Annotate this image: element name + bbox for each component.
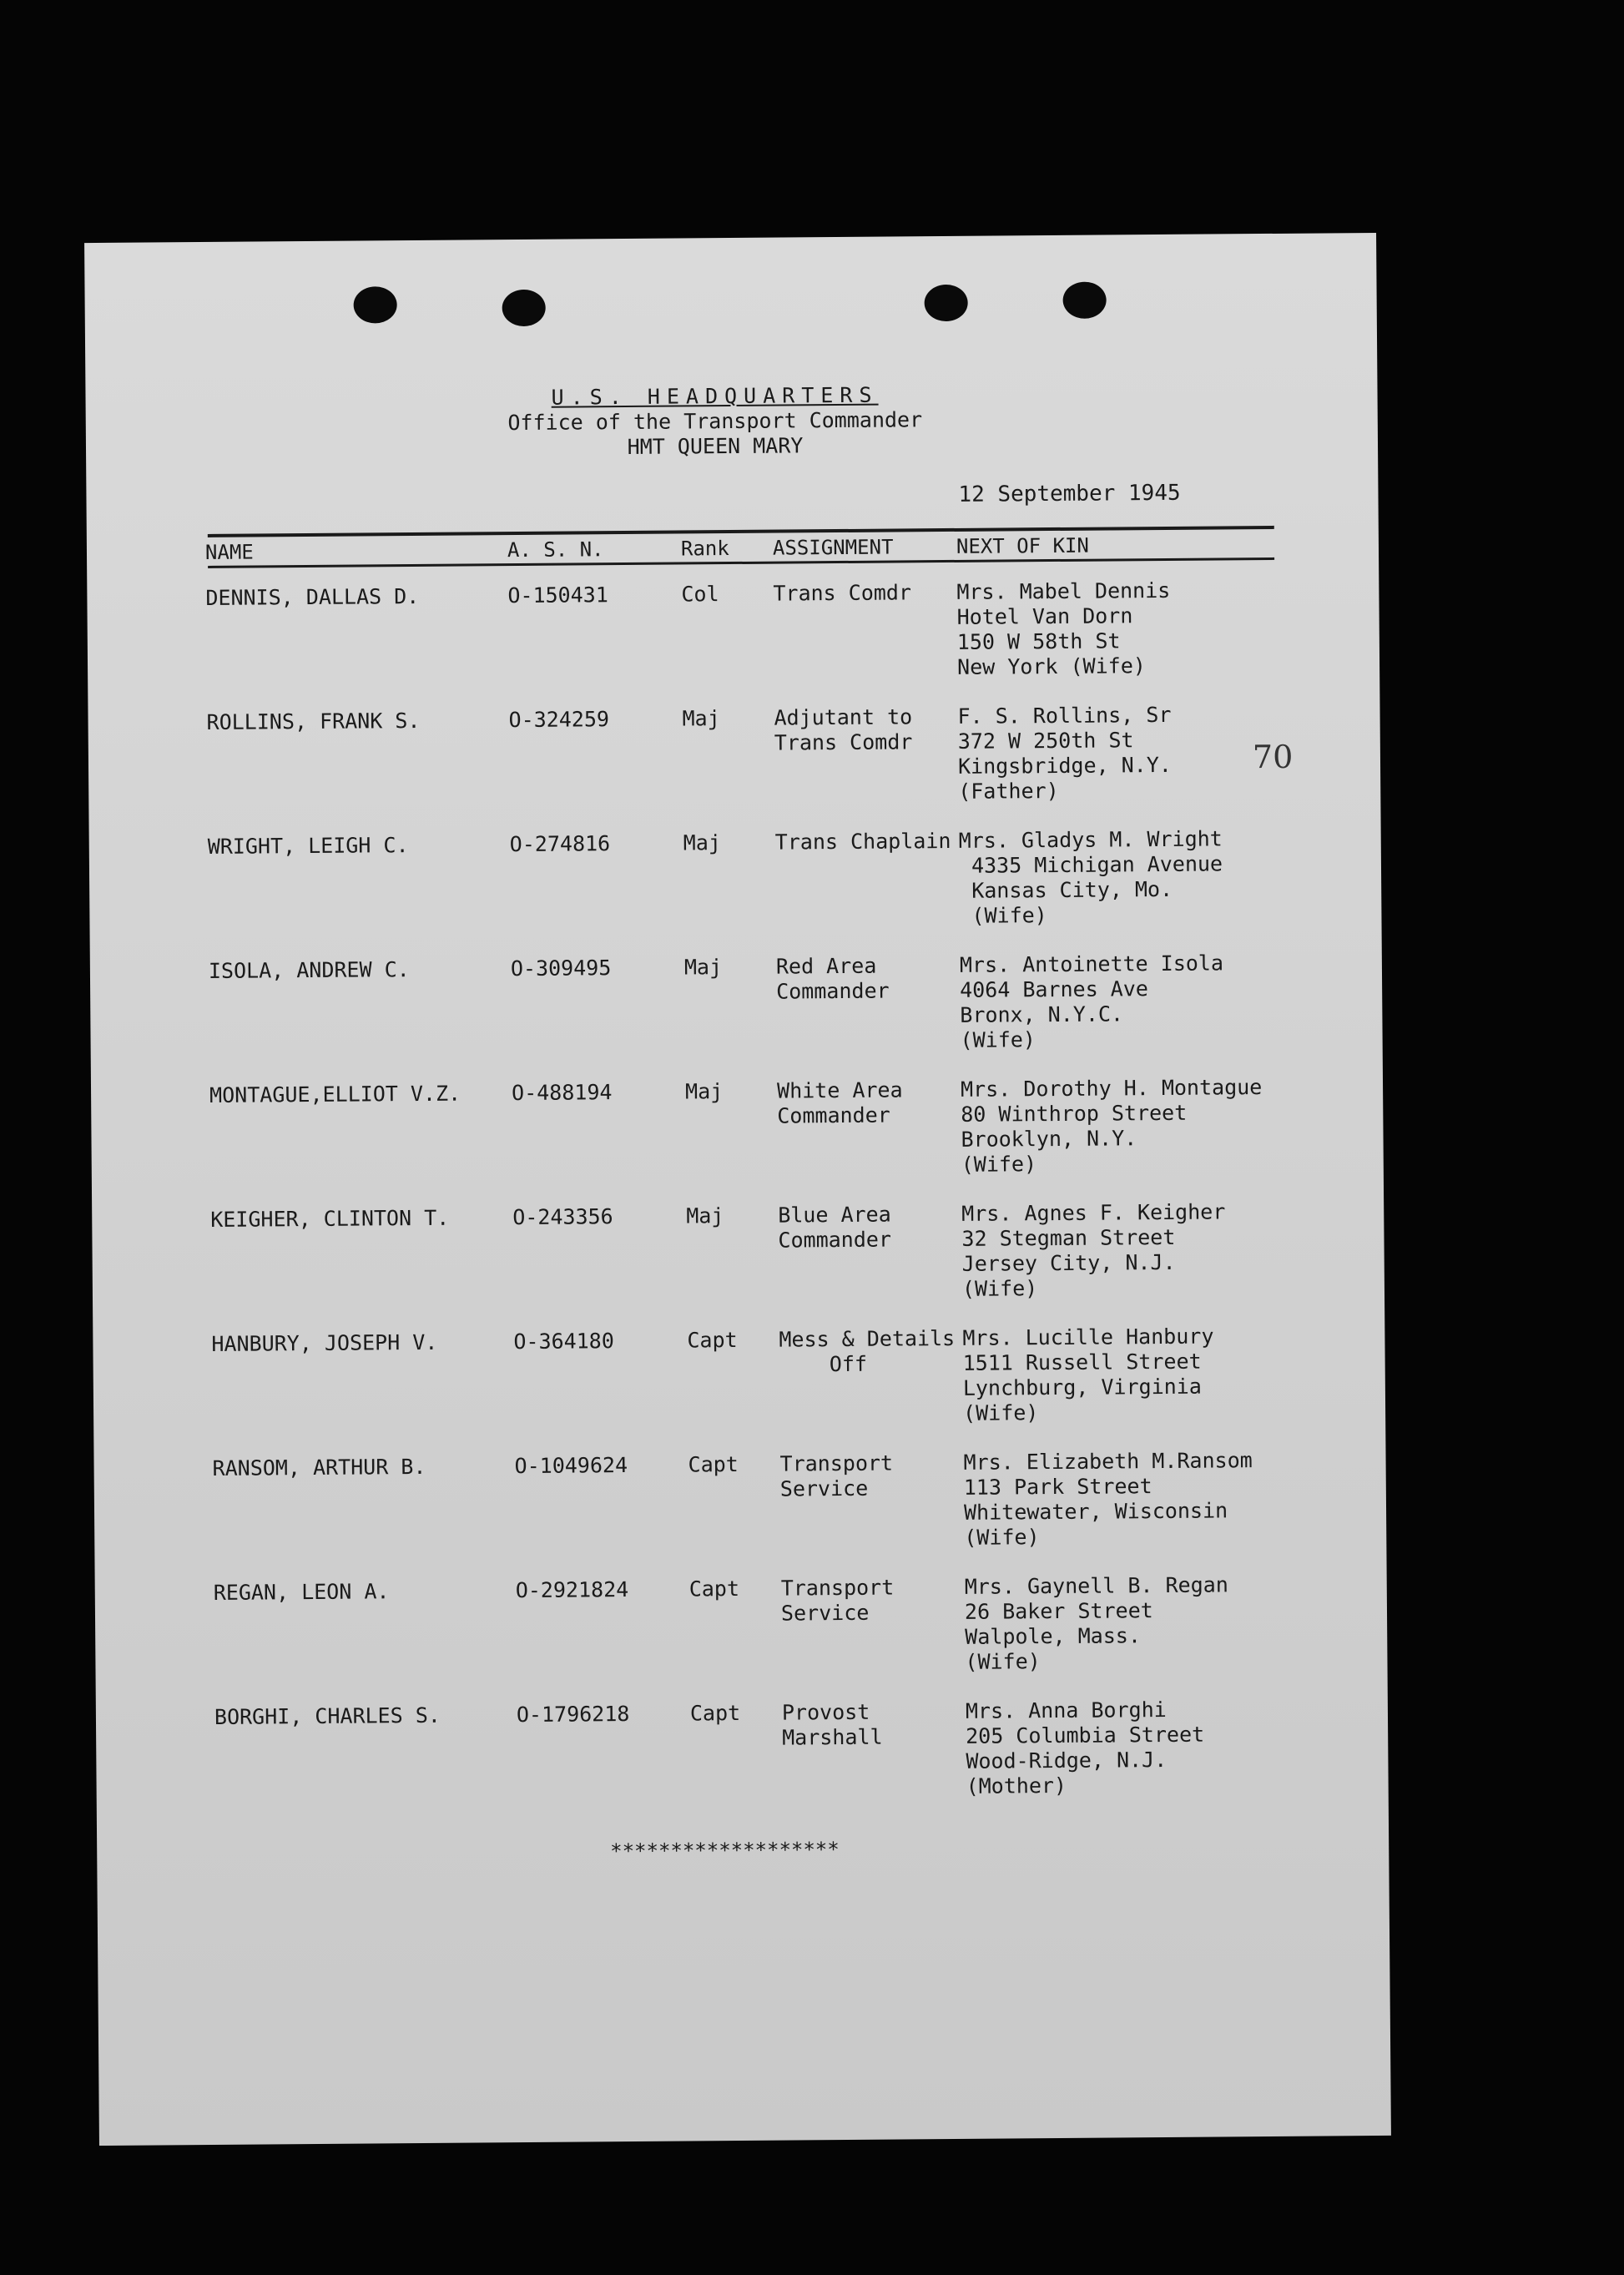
cell-asn: O-2921824 bbox=[515, 1577, 629, 1603]
cell-asn: O-243356 bbox=[512, 1204, 613, 1230]
cell-next-of-kin: Mrs. Gladys M. Wright 4335 Michigan Avenue Kansas City, Mo. (Wife) bbox=[958, 826, 1223, 928]
cell-rank: Maj bbox=[684, 1079, 724, 1104]
cell-asn: O-150431 bbox=[507, 583, 608, 608]
cell-asn: O-309495 bbox=[510, 956, 612, 981]
table-row bbox=[90, 950, 1382, 1052]
letterhead-ship: HMT QUEEN MARY bbox=[627, 433, 804, 460]
cell-name: WRIGHT, LEIGH C. bbox=[207, 833, 409, 859]
cell-rank: Maj bbox=[686, 1203, 724, 1228]
table-row bbox=[92, 1198, 1384, 1301]
cell-name: REGAN, LEON A. bbox=[213, 1579, 390, 1605]
cell-assignment: Trans Comdr bbox=[773, 580, 912, 606]
cell-assignment: Transport Service bbox=[780, 1575, 895, 1626]
table-row bbox=[91, 1074, 1383, 1177]
end-of-list-marker: ******************* bbox=[610, 1838, 840, 1864]
letterhead-subtitle: Office of the Transport Commander bbox=[507, 407, 923, 436]
cell-asn: O-488194 bbox=[511, 1080, 613, 1106]
letterhead bbox=[85, 379, 1378, 464]
cell-next-of-kin: F. S. Rollins, Sr 372 W 250th St Kingsbridge, N.Y. (Father) bbox=[957, 702, 1173, 804]
table-row bbox=[87, 577, 1379, 679]
cell-rank: Maj bbox=[682, 706, 720, 731]
column-header-name: NAME bbox=[204, 540, 254, 564]
header-rule-top bbox=[208, 526, 1274, 537]
punch-hole bbox=[924, 285, 967, 321]
cell-assignment: Red Area Commander bbox=[775, 953, 890, 1004]
table-row bbox=[93, 1447, 1385, 1550]
cell-name: ISOLA, ANDREW C. bbox=[208, 957, 410, 983]
table-row bbox=[95, 1571, 1387, 1674]
cell-next-of-kin: Mrs. Anna Borghi 205 Columbia Street Wood-Ridge, N.J. (Mother) bbox=[965, 1697, 1205, 1798]
cell-assignment: Provost Marshall bbox=[781, 1699, 883, 1750]
column-header-rank: Rank bbox=[680, 537, 729, 561]
cell-next-of-kin: Mrs. Lucille Hanbury 1511 Russell Street Lynchburg, Virginia (Wife) bbox=[962, 1324, 1214, 1425]
cell-asn: O-1796218 bbox=[516, 1702, 630, 1728]
cell-assignment: White Area Commander bbox=[776, 1077, 903, 1128]
cell-name: HANBURY, JOSEPH V. bbox=[211, 1329, 438, 1356]
cell-name: ROLLINS, FRANK S. bbox=[206, 708, 421, 734]
cell-rank: Capt bbox=[689, 1700, 741, 1726]
cell-assignment: Blue Area Commander bbox=[778, 1202, 892, 1253]
cell-next-of-kin: Mrs. Mabel Dennis Hotel Van Dorn 150 W 58th St New York (Wife) bbox=[956, 578, 1171, 679]
cell-name: DENNIS, DALLAS D. bbox=[205, 583, 420, 610]
table-row bbox=[93, 1323, 1384, 1425]
cell-asn: O-324259 bbox=[508, 707, 610, 733]
cell-next-of-kin: Mrs. Antoinette Isola 4064 Barnes Ave Bronx, N.Y.C. (Wife) bbox=[959, 951, 1224, 1052]
cell-rank: Capt bbox=[688, 1576, 740, 1602]
cell-assignment: Trans Chaplain bbox=[774, 828, 951, 855]
cell-next-of-kin: Mrs. Agnes F. Keigher 32 Stegman Street Jersey City, N.J. (Wife) bbox=[961, 1199, 1226, 1301]
cell-name: KEIGHER, CLINTON T. bbox=[210, 1205, 450, 1232]
margin-page-number: 70 bbox=[1252, 738, 1294, 776]
cell-assignment: Mess & Details Off bbox=[779, 1325, 956, 1377]
document-date: 12 September 1945 bbox=[958, 480, 1181, 507]
table-row bbox=[96, 1696, 1388, 1798]
cell-rank: Capt bbox=[688, 1452, 739, 1477]
header-rule-bottom bbox=[208, 557, 1274, 568]
cell-assignment: Adjutant to Trans Comdr bbox=[774, 704, 913, 755]
column-header-next-of-kin: NEXT OF KIN bbox=[956, 533, 1090, 558]
cell-assignment: Transport Service bbox=[779, 1450, 894, 1501]
cell-next-of-kin: Mrs. Elizabeth M.Ransom 113 Park Street Whitewater, Wisconsin (Wife) bbox=[963, 1448, 1253, 1550]
cell-rank: Maj bbox=[683, 955, 723, 980]
cell-rank: Col bbox=[681, 582, 719, 607]
cell-name: RANSOM, ARTHUR B. bbox=[212, 1454, 426, 1481]
letterhead-title: U.S. HEADQUARTERS bbox=[551, 382, 879, 410]
cell-asn: O-274816 bbox=[509, 831, 611, 857]
table-row bbox=[89, 825, 1381, 928]
punch-hole bbox=[353, 286, 396, 323]
cell-rank: Capt bbox=[687, 1328, 738, 1353]
cell-rank: Maj bbox=[683, 830, 722, 855]
document-sheet bbox=[84, 233, 1391, 2146]
cell-next-of-kin: Mrs. Gaynell B. Regan 26 Baker Street Walpole, Mass. (Wife) bbox=[964, 1572, 1228, 1674]
cell-next-of-kin: Mrs. Dorothy H. Montague 80 Winthrop Street Brooklyn, N.Y. (Wife) bbox=[960, 1075, 1263, 1177]
cell-asn: O-364180 bbox=[513, 1329, 614, 1354]
cell-asn: O-1049624 bbox=[514, 1453, 628, 1479]
punch-hole bbox=[502, 290, 546, 326]
column-header-asn: A. S. N. bbox=[507, 537, 604, 562]
column-header-assignment: ASSIGNMENT bbox=[772, 535, 894, 560]
cell-name: BORGHI, CHARLES S. bbox=[214, 1702, 441, 1729]
punch-hole bbox=[1062, 281, 1106, 318]
cell-name: MONTAGUE,ELLIOT V.Z. bbox=[209, 1081, 461, 1107]
